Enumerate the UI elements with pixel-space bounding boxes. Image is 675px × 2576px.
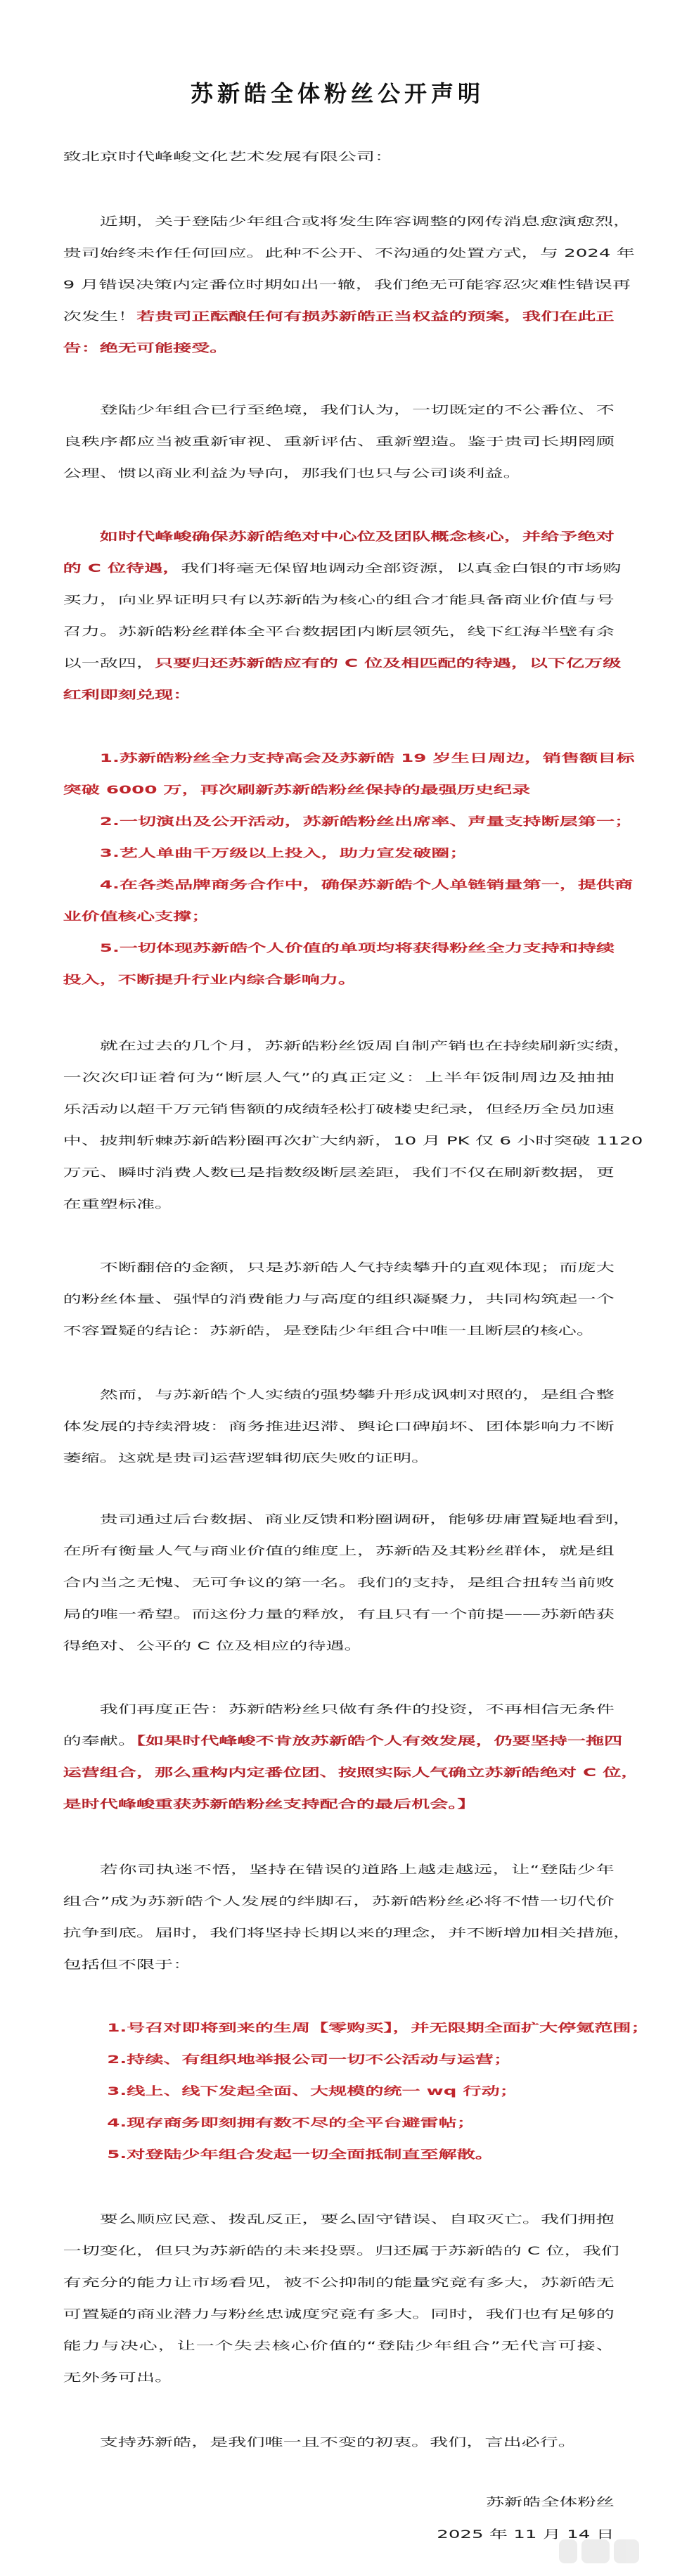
text-line: 1.苏新皓粉丝全力支持高会及苏新皓 19 岁生日周边，销售额目标: [99, 751, 635, 765]
text-line: 万元、瞬时消费人数已是指数级断层差距，我们不仅在刷新数据，更: [63, 1166, 615, 1179]
text-line: 就在过去的几个月，苏新皓粉丝饭周自制产销也在持续刷新实绩，: [99, 1039, 632, 1052]
list-item: [63, 2107, 615, 2138]
highlighted-text: 的 C 位待遇，: [63, 561, 181, 575]
highlighted-text: 运营组合，那么重构内定番位团、按照实际人气确立苏新皓绝对 C 位，: [63, 1766, 640, 1779]
text-line: 能力与决心，让一个失去核心价值的“登陆少年组合”无代言可接、: [63, 2339, 615, 2352]
highlighted-text: 若贵司正酝酿任何有损苏新皓正当权益的预案，我们在此正: [136, 310, 615, 323]
signature-author: 苏新皓全体粉丝: [486, 2495, 615, 2508]
paragraph-data-evidence: [63, 1503, 632, 1662]
text-line: 业价值核心支撑；: [63, 910, 210, 923]
measures-list: [63, 2012, 650, 2170]
list-item: [63, 837, 615, 869]
text-line: 然而，与苏新皓个人实绩的强势攀升形成讽刺对照的，是组合整: [99, 1388, 615, 1401]
text-line: 3.艺人单曲千万级以上投入，助力宣发破圈；: [99, 846, 468, 860]
text-line: [63, 521, 615, 552]
text-line: 良秩序都应当被重新审视、重新评估、重新塑造。鉴于贵司长期罔顾: [63, 435, 615, 448]
text-line: 1.号召对即将到来的生周【零购买】，并无限期全面扩大停氪范围；: [107, 2021, 650, 2034]
highlighted-text: 告：绝无可能接受。: [63, 341, 229, 355]
benefits-list: [63, 742, 635, 995]
text-line: 在所有衡量人气与商业价值的维度上，苏新皓及其粉丝群体，就是组: [63, 1544, 615, 1557]
document-title: 苏新皓全体粉丝公开声明: [190, 80, 484, 107]
text-segment: 次发生！: [63, 310, 137, 323]
text-line: 4.现存商务即刻拥有数不尽的全平台避雷帖；: [107, 2116, 475, 2129]
text-line: 抗争到底。届时，我们将坚持长期以来的理念，并不断增加相关措施，: [63, 1926, 632, 1939]
paragraph-recent-rumors: [63, 205, 635, 364]
paragraph-warning: [63, 1693, 640, 1820]
list-item: [63, 2075, 615, 2107]
watermark-logo: [559, 2539, 664, 2569]
text-line: 合内当之无愧、无可争议的第一名。我们的支持，是组合扭转当前败: [63, 1576, 615, 1589]
text-line: 中、披荆斩棘苏新皓粉圈再次扩大纳新，10 月 PK 仅 6 小时突破 1120: [63, 1134, 643, 1147]
text-line: 5.对登陆少年组合发起一切全面抵制直至解散。: [107, 2148, 494, 2161]
text-segment: 的奉献。: [63, 1734, 136, 1747]
text-line: 支持苏新皓，是我们唯一且不变的初衷。我们，言出必行。: [99, 2435, 577, 2449]
list-item: [63, 2012, 650, 2043]
text-line: 9 月错误决策内定番位时期如出一辙，我们绝无可能容忍灾难性错误再: [63, 278, 631, 291]
text-line: 组合”成为苏新皓个人发展的绊脚石，苏新皓粉丝必将不惜一切代价: [63, 1894, 615, 1908]
paragraph-popularity: [63, 1251, 615, 1346]
text-line: [63, 647, 622, 679]
text-segment: 我们将毫无保留地调动全部资源，以真金白银的市场购: [181, 561, 622, 575]
text-line: 若你司执迷不悟，坚持在错误的道路上越走越远，让“登陆少年: [99, 1863, 615, 1876]
text-line: 贵司通过后台数据、商业反馈和粉圈调研，能够毋庸置疑地看到，: [99, 1512, 632, 1526]
text-line: 买力，向业界证明只有以苏新皓为核心的组合才能具备商业价值与号: [63, 593, 615, 606]
list-item: [63, 869, 634, 932]
signature-date: 2025 年 11 月 14 日: [437, 2527, 615, 2541]
text-line: 一切变化，但只为苏新皓的未来投票。归还属于苏新皓的 C 位，我们: [63, 2244, 619, 2257]
text-line: 我们再度正告：苏新皓粉丝只做有条件的投资，不再相信无条件: [99, 1702, 615, 1716]
text-line: [63, 332, 615, 364]
paragraph-conditions: [63, 521, 622, 710]
text-line: 登陆少年组合已行至绝境，我们认为，一切既定的不公番位、不: [99, 403, 615, 416]
text-line: [63, 1725, 623, 1756]
paragraph-closing: [63, 2426, 615, 2458]
highlighted-text: 红利即刻兑现：: [63, 688, 192, 701]
text-line: 局的唯一希望。而这份力量的释放，有且只有一个前提——苏新皓获: [63, 1607, 615, 1621]
list-item: [63, 2138, 615, 2170]
text-line: [63, 300, 615, 332]
text-line: 投入，不断提升行业内综合影响力。: [63, 973, 356, 986]
text-line: [63, 1756, 640, 1788]
list-item: [63, 932, 615, 995]
text-line: 一次次印证着何为“断层人气”的真正定义：上半年饭制周边及抽抽: [63, 1071, 615, 1084]
text-line: 体发展的持续滑坡：商务推进迟滞、舆论口碑崩坏、团体影响力不断: [63, 1420, 615, 1433]
paragraph-group-decline: [63, 1379, 615, 1474]
text-line: 乐活动以超千万元销售额的成绩轻松打破楼史纪录，但经历全员加速: [63, 1102, 615, 1116]
list-item: [63, 805, 634, 837]
text-line: 得绝对、公平的 C 位及相应的待遇。: [63, 1639, 363, 1652]
text-line: 召力。苏新皓粉丝群体全平台数据团内断层领先，线下红海半壁有余: [63, 625, 615, 638]
salutation-text: 致北京时代峰峻文化艺术发展有限公司：: [63, 150, 394, 163]
text-line: 无外务可出。: [63, 2371, 174, 2384]
text-line: 贵司始终未作任何回应。此种不公开、不沟通的处置方式，与 2024 年: [63, 246, 635, 260]
text-line: 可置疑的商业潜力与粉丝忠诚度究竟有多大。同时，我们也有足够的: [63, 2307, 615, 2321]
text-line: 的粉丝体量、强悍的消费能力与高度的组织凝聚力，共同构筑起一个: [63, 1292, 615, 1306]
text-line: 萎缩。这就是贵司运营逻辑彻底失败的证明。: [63, 1451, 430, 1465]
list-item: [63, 2043, 615, 2075]
paragraph-achievements: [63, 1030, 643, 1220]
text-line: 突破 6000 万，再次刷新苏新皓粉丝保持的最强历史纪录: [63, 783, 531, 796]
paragraph-consequences: [63, 1854, 632, 1980]
text-line: 近期，关于登陆少年组合或将发生阵容调整的网传消息愈演愈烈，: [99, 215, 632, 228]
text-line: 有充分的能力让市场看见，被不公抑制的能量究竟有多大，苏新皓无: [63, 2276, 615, 2289]
text-line: 包括但不限于：: [63, 1958, 192, 1971]
text-line: 4.在各类品牌商务合作中，确保苏新皓个人单链销量第一，提供商: [99, 878, 634, 891]
highlighted-text: 只要归还苏新皓应有的 C 位及相匹配的待遇，以下亿万级: [155, 656, 622, 670]
text-line: 要么顺应民意、拨乱反正，要么固守错误、自取灭亡。我们拥抱: [99, 2212, 615, 2226]
highlighted-text: 如时代峰峻确保苏新皓绝对中心位及团队概念核心，并给予绝对: [99, 530, 615, 543]
text-line: 不容置疑的结论：苏新皓，是登陆少年组合中唯一且断层的核心。: [63, 1324, 595, 1337]
highlighted-text: 是时代峰峻重获苏新皓粉丝支持配合的最后机会。】: [63, 1797, 476, 1811]
text-line: 2.持续、有组织地举报公司一切不公活动与运营；: [107, 2053, 512, 2066]
highlighted-text: 【如果时代峰峻不肯放苏新皓个人有效发展，仍要坚持一拖四: [136, 1734, 623, 1747]
text-line: 公理、惯以商业利益为导向，那我们也只与公司谈利益。: [63, 466, 522, 480]
list-item: [63, 742, 635, 805]
text-line: 不断翻倍的金额，只是苏新皓人气持续攀升的直观体现；而庞大: [99, 1261, 615, 1274]
paragraph-ultimatum: [63, 2203, 619, 2393]
text-segment: 以一敌四，: [63, 656, 155, 670]
text-line: 在重塑标准。: [63, 1197, 174, 1211]
text-line: 2.一切演出及公开活动，苏新皓粉丝出席率、声量支持断层第一；: [99, 815, 634, 828]
text-line: 3.线上、线下发起全面、大规模的统一 wq 行动；: [107, 2084, 518, 2098]
text-line: [63, 1788, 615, 1820]
text-line: [63, 552, 622, 584]
text-line: 5.一切体现苏新皓个人价值的单项均将获得粉丝全力支持和持续: [99, 941, 615, 955]
salutation: [63, 141, 615, 172]
paragraph-group-situation: [63, 394, 615, 489]
text-line: [63, 679, 615, 710]
